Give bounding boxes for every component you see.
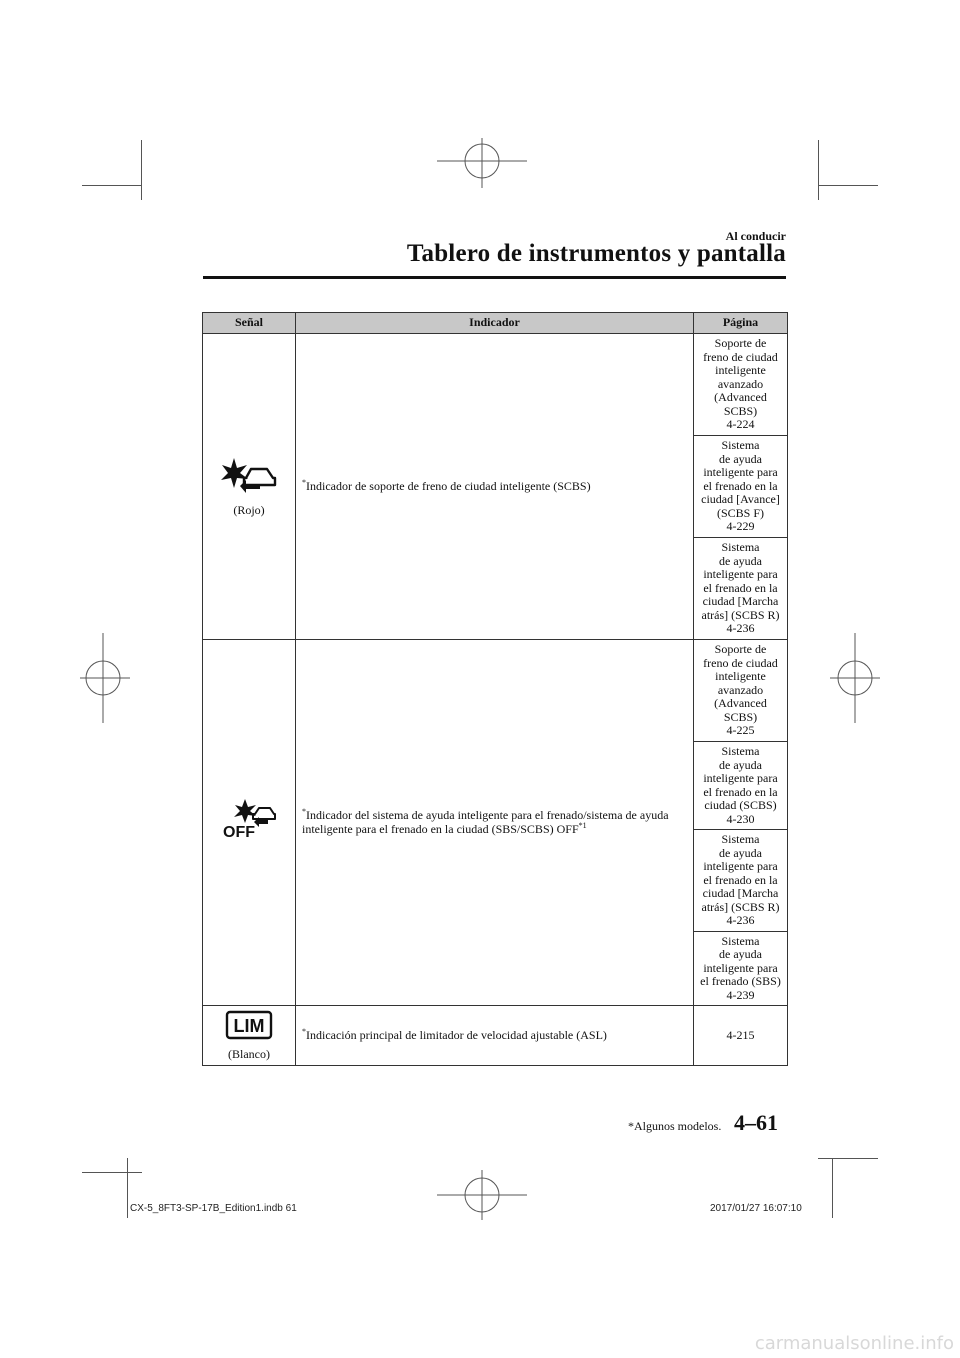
indicator-cell: *Indicador del sistema de ayuda inteligente para el frenado/sistema de ayuda inteligente para el frenado en la ciudad (SBS/SCBS) OFF$^{*1}$ xyxy=(296,640,694,1006)
signals-table xyxy=(202,312,788,1066)
page-number: 4–61 xyxy=(734,1110,778,1135)
svg-text:OFF: OFF xyxy=(223,823,255,841)
footnote: *Algunos modelos. xyxy=(628,1119,722,1133)
header-page: Página xyxy=(694,313,788,334)
footer-timestamp: 2017/01/27 16:07:10 xyxy=(710,1203,802,1214)
signal-color-label: (Blanco) xyxy=(228,1046,270,1061)
indicator-cell: *Indicación principal de limitador de velocidad ajustable (ASL) xyxy=(296,1006,694,1066)
crop-mark xyxy=(818,1158,878,1159)
svg-text:LIM: LIM xyxy=(233,1016,265,1036)
footer-filename: CX-5_8FT3-SP-17B_Edition1.indb 61 xyxy=(130,1203,297,1214)
section-label: Al conducir xyxy=(725,229,786,243)
indicator-text: Indicación principal de limitador de velocidad ajustable (ASL) xyxy=(306,1027,607,1042)
crop-mark xyxy=(832,1158,833,1218)
crop-mark xyxy=(818,185,878,186)
registration-mark-icon xyxy=(80,633,130,723)
registration-mark-icon xyxy=(437,1170,527,1220)
watermark: carmanualsonline.info xyxy=(754,1333,954,1354)
page-reference: 4-215 xyxy=(694,1006,788,1066)
signal-color-label: (Rojo) xyxy=(233,502,265,517)
page-reference: Sistema de ayuda inteligente para el frenado en la ciudad (SCBS) 4-230 xyxy=(694,742,788,830)
page-reference: Sistema de ayuda inteligente para el frenado en la ciudad [Marcha atrás] (SCBS R) 4-236 xyxy=(694,830,788,932)
title-rule xyxy=(203,276,786,279)
header-signal: Señal xyxy=(203,313,296,334)
crop-mark xyxy=(127,1158,128,1218)
signal-cell xyxy=(203,1006,296,1066)
page-reference: Soporte de freno de ciudad inteligente avanzado (Advanced SCBS) 4-225 xyxy=(694,640,788,742)
table-row xyxy=(203,1006,788,1066)
scbs-off-icon xyxy=(221,797,277,841)
crop-mark xyxy=(818,140,819,200)
header-indicator: Indicador xyxy=(296,313,694,334)
table-row xyxy=(203,334,788,436)
indicator-text: Indicador del sistema de ayuda inteligente para el frenado/sistema de ayuda inteligente para el frenado en la ciudad (SBS/SCBS) OFF xyxy=(302,808,669,836)
crop-mark xyxy=(82,1172,142,1173)
indicator-cell: *Indicador de soporte de freno de ciudad inteligente (SCBS) xyxy=(296,334,694,640)
crop-mark xyxy=(82,185,142,186)
indicator-text: Indicador de soporte de freno de ciudad inteligente (SCBS) xyxy=(306,478,591,493)
signal-cell xyxy=(203,640,296,1006)
table-row xyxy=(203,640,788,742)
table-header-row xyxy=(203,313,788,334)
scbs-warning-icon xyxy=(220,456,278,496)
registration-mark-icon xyxy=(830,633,880,723)
page-reference: Sistema de ayuda inteligente para el frenado en la ciudad [Marcha atrás] (SCBS R) 4-236 xyxy=(694,538,788,640)
page-reference: Sistema de ayuda inteligente para el frenado (SBS) 4-239 xyxy=(694,932,788,1006)
signal-cell xyxy=(203,334,296,640)
registration-mark-icon xyxy=(437,138,527,188)
lim-icon xyxy=(225,1010,273,1040)
page-reference: Sistema de ayuda inteligente para el frenado en la ciudad [Avance] (SCBS F) 4-229 xyxy=(694,436,788,538)
crop-mark xyxy=(141,140,142,200)
page-title: Tablero de instrumentos y pantalla xyxy=(406,240,786,267)
page-reference: Soporte de freno de ciudad inteligente avanzado (Advanced SCBS) 4-224 xyxy=(694,334,788,436)
